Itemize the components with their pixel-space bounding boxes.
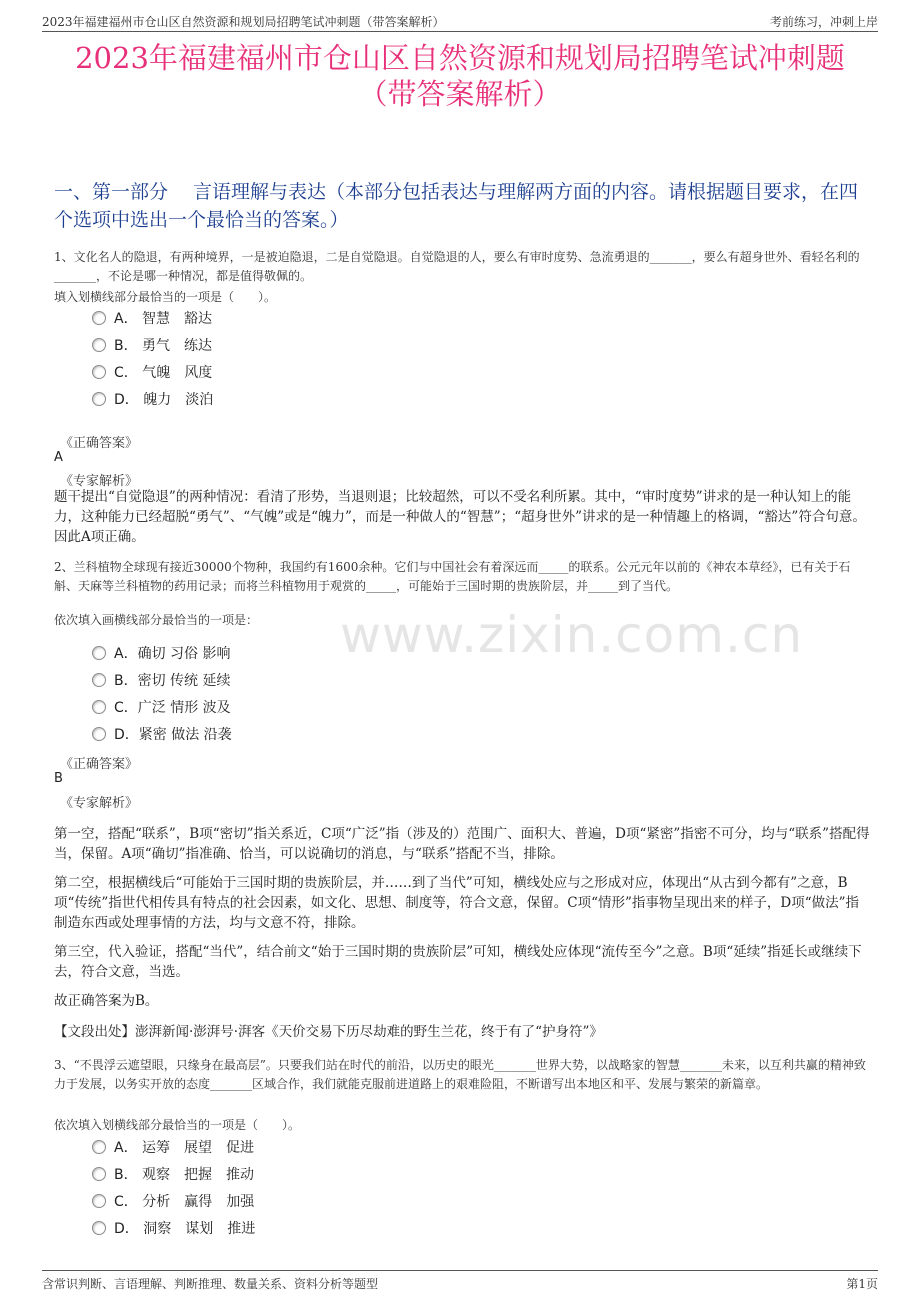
q2-option-d[interactable] (92, 723, 232, 745)
option-label: B．密切 传统 延续 (114, 673, 231, 689)
q3-option-d[interactable] (92, 1217, 255, 1239)
radio-icon[interactable] (92, 311, 106, 325)
q2-source: 【文段出处】澎湃新闻·澎湃号·湃客《天价交易下历尽劫难的野生兰花，终于有了“护身符”》 (54, 1024, 603, 1040)
question-1-prompt: 填入划横线部分最恰当的一项是（ ）。 (54, 290, 277, 304)
q2-analysis-para-1: 第一空，搭配“联系”，B项“密切”指关系近，C项“广泛”指（涉及的）范围广、面积大、普遍，D项“紧密”指密不可分，均与“联系”搭配得当，保留。A项“确切”指准确、恰当，可以说确切的消息，与“联系”搭配不当，排除。 (54, 826, 870, 862)
q2-analysis-conclusion: 故正确答案为B。 (54, 993, 159, 1009)
q2-analysis-para-3: 第三空，代入验证，搭配“当代”，结合前文“始于三国时期的贵族阶层”可知，横线处应体现“流传至今”之意。B项“延续”指延长或继续下去，符合文意，当选。 (54, 944, 862, 980)
radio-icon[interactable] (92, 727, 106, 741)
question-2-prompt: 依次填入画横线部分最恰当的一项是： (54, 613, 259, 627)
watermark: www.zixin.com.cn (340, 606, 804, 664)
radio-icon[interactable] (92, 1167, 106, 1181)
q1-option-d[interactable] (92, 388, 213, 410)
radio-icon[interactable] (92, 1194, 106, 1208)
option-label: D． 洞察 谋划 推进 (114, 1221, 256, 1237)
running-header (42, 10, 878, 32)
q1-answer: A (54, 450, 63, 465)
q2-answer: B (54, 771, 63, 786)
radio-icon[interactable] (92, 646, 106, 660)
radio-icon[interactable] (92, 700, 106, 714)
q3-option-c[interactable] (92, 1190, 254, 1212)
page-number: 第1页 (846, 1277, 878, 1291)
q1-answer-heading: 《正确答案》 (60, 436, 139, 451)
page-title (40, 40, 880, 112)
q1-analysis-heading: 《专家解析》 (60, 474, 139, 489)
option-label: D．紧密 做法 沿袭 (114, 727, 232, 743)
q2-option-c[interactable] (92, 696, 231, 718)
q1-option-a[interactable] (92, 307, 212, 329)
q1-option-c[interactable] (92, 361, 212, 383)
radio-icon[interactable] (92, 338, 106, 352)
option-label: C． 气魄 风度 (114, 365, 213, 381)
radio-icon[interactable] (92, 392, 106, 406)
option-label: B． 观察 把握 推动 (114, 1167, 255, 1183)
q2-analysis-heading: 《专家解析》 (60, 796, 139, 811)
radio-icon[interactable] (92, 1221, 106, 1235)
q2-option-a[interactable] (92, 642, 230, 664)
section-heading: 一、第一部分 言语理解与表达（本部分包括表达与理解两方面的内容。请根据题目要求，在四个选项中选出一个最恰当的答案。） (54, 181, 859, 231)
q2-option-b[interactable] (92, 669, 231, 691)
header-slogan: 考前练习，冲刺上岸 (769, 15, 878, 29)
q1-option-b[interactable] (92, 334, 212, 356)
option-label: A． 智慧 豁达 (114, 311, 213, 327)
q2-analysis-para-2: 第二空，根据横线后“可能始于三国时期的贵族阶层，并……到了当代”可知，横线处应与之形成对应，体现出“从古到今都有”之意，B项“传统”指世代相传具有特点的社会因素，如文化、思想、制度等，符合文意，保留。C项“情形”指事物呈现出来的样子，D项“做法”指制造东西或处理事情的方法，均与文意不符，排除。 (54, 875, 860, 931)
q3-option-b[interactable] (92, 1163, 254, 1185)
radio-icon[interactable] (92, 1140, 106, 1154)
q2-answer-heading: 《正确答案》 (60, 757, 139, 772)
header-doc-title: 2023年福建福州市仓山区自然资源和规划局招聘笔试冲刺题（带答案解析） (42, 15, 445, 29)
question-1-text: 1、文化名人的隐退，有两种境界，一是被迫隐退，二是自觉隐退。自觉隐退的人，要么有审时度势、急流勇退的_______，要么有超身世外、看轻名利的_______，不论是哪一种情况，都是值得敬佩的。 (54, 250, 860, 283)
question-3-prompt: 依次填入划横线部分最恰当的一项是（ ）。 (54, 1118, 301, 1132)
option-label: C． 分析 赢得 加强 (114, 1194, 255, 1210)
option-label: C．广泛 情形 波及 (114, 700, 231, 716)
option-label: D． 魄力 淡泊 (114, 392, 214, 408)
q1-analysis: 题干提出“自觉隐退”的两种情况：看清了形势，当退则退；比较超然，可以不受名利所累。其中，“审时度势”讲求的是一种认知上的能力，这种能力已经超脱“勇气”、“气魄”或是“魄力”，而是一种做人的“智慧”；“超身世外”讲求的是一种情趣上的格调，“豁达”符合句意。因此A项正确。 (54, 489, 866, 545)
option-label: A．确切 习俗 影响 (114, 646, 231, 662)
radio-icon[interactable] (92, 673, 106, 687)
radio-icon[interactable] (92, 365, 106, 379)
option-label: A． 运筹 展望 促进 (114, 1140, 255, 1156)
question-3-text: 3、“不畏浮云遮望眼，只缘身在最高层”。只要我们站在时代的前沿，以历史的眼光_______世界大势，以战略家的智慧_______未来，以互利共赢的精神致力于发展，以务实开放的态度_______区域合作，我们就能克服前进道路上的艰难险阻，不断谱写出本地区和平、发展与繁荣的新篇章。 (54, 1058, 866, 1091)
q3-option-a[interactable] (92, 1136, 254, 1158)
page-footer (42, 1270, 878, 1292)
title-line-2: （带答案解析） (358, 77, 562, 111)
footer-description: 含常识判断、言语理解、判断推理、数量关系、资料分析等题型 (42, 1277, 379, 1291)
option-label: B． 勇气 练达 (114, 338, 213, 354)
question-2-text: 2、兰科植物全球现有接近30000个物种，我国约有1600余种。它们与中国社会有着深远而_____的联系。公元元年以前的《神农本草经》，已有关于石斛、天麻等兰科植物的药用记录；而将兰科植物用于观赏的_____，可能始于三国时期的贵族阶层，并_____到了当代。 (54, 560, 851, 593)
title-line-1: 2023年福建福州市仓山区自然资源和规划局招聘笔试冲刺题 (75, 41, 845, 75)
